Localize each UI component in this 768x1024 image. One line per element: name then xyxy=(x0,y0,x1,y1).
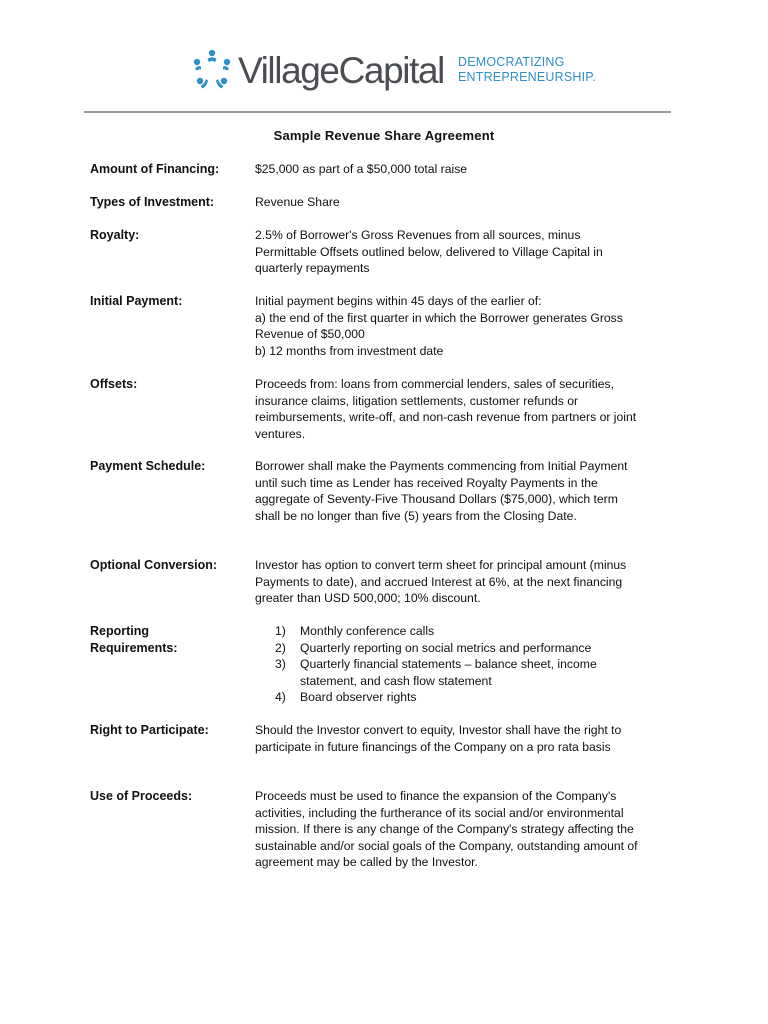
list-item-text: Quarterly financial statements – balance sheet, income statement, and cash flow statement xyxy=(300,657,597,688)
term-label: Amount of Financing: xyxy=(90,162,220,176)
people-circle-logo-icon xyxy=(190,48,234,92)
term-label: Optional Conversion: xyxy=(90,558,218,572)
term-value xyxy=(255,623,639,706)
initial-payment-line-2: a) the end of the first quarter in which the Borrower generates Gross Revenue of $50,000 xyxy=(255,310,623,341)
list-item-number: 4) xyxy=(275,690,286,704)
term-label: Initial Payment: xyxy=(90,294,183,308)
list-item-text: Monthly conference calls xyxy=(300,624,435,638)
list-item xyxy=(255,623,639,640)
list-item-number: 1) xyxy=(275,624,286,638)
term-label: Right to Participate: xyxy=(90,723,209,737)
term-value: Should the Investor convert to equity, Investor shall have the right to participate in future financings of the Company on a pro rata basis xyxy=(255,723,622,754)
list-item xyxy=(255,689,639,706)
initial-payment-line-1: Initial payment begins within 45 days of the earlier of: xyxy=(255,294,542,308)
term-value: Proceeds must be used to finance the expansion of the Company's activities, including the furtherance of its social and/or environmental mission. If there is any change of the Company's strategy affecting the sustainable and/or social goals of the Company, outstanding amount of agreement may be called by the Investor. xyxy=(255,789,638,869)
term-value: 2.5% of Borrower's Gross Revenues from all sources, minus Permittable Offsets outlined below, delivered to Village Capital in quarterly repayments xyxy=(255,228,603,275)
term-label: Payment Schedule: xyxy=(90,459,206,473)
term-label-line-2: Requirements: xyxy=(90,640,178,655)
logo-wordmark: VillageCapital xyxy=(238,49,444,91)
list-item-number: 3) xyxy=(275,657,286,671)
term-label xyxy=(90,623,250,656)
list-item xyxy=(255,656,639,689)
term-value: Investor has option to convert term sheet for principal amount (minus Payments to date), and accrued Interest at 6%, at the next financing greater than USD 500,000; 10% discount. xyxy=(255,558,627,605)
reporting-list xyxy=(255,623,639,706)
term-label: Offsets: xyxy=(90,377,138,391)
tagline xyxy=(458,55,596,85)
term-value: $25,000 as part of a $50,000 total raise xyxy=(255,162,468,176)
term-label-line-1: Reporting xyxy=(90,624,150,638)
list-item-number: 2) xyxy=(275,640,286,655)
header-divider xyxy=(84,111,671,113)
term-value xyxy=(255,293,639,359)
list-item xyxy=(255,640,639,657)
term-label: Use of Proceeds: xyxy=(90,789,193,803)
list-item-text: Board observer rights xyxy=(300,690,417,704)
term-value: Proceeds from: loans from commercial lenders, sales of securities, insurance claims, litigation settlements, customer refunds or reimbursements, write-off, and non-cash revenue from partners or joint ventures. xyxy=(255,377,637,441)
document-title: Sample Revenue Share Agreement xyxy=(273,128,495,143)
term-label: Types of Investment: xyxy=(90,195,215,209)
tagline-line-2: ENTREPRENEURSHIP. xyxy=(457,70,596,84)
term-value: Revenue Share xyxy=(255,195,340,209)
tagline-line-1: DEMOCRATIZING xyxy=(457,55,565,69)
term-label: Royalty: xyxy=(90,228,140,242)
initial-payment-line-3: b) 12 months from investment date xyxy=(255,343,444,358)
letterhead xyxy=(190,42,596,98)
term-value: Borrower shall make the Payments commencing from Initial Payment until such time as Lender has received Royalty Payments in the aggregate of Seventy-Five Thousand Dollars ($75,000), which term shall be no longer than five (5) years from the Closing Date. xyxy=(255,459,628,523)
list-item-text: Quarterly reporting on social metrics and performance xyxy=(300,640,592,655)
